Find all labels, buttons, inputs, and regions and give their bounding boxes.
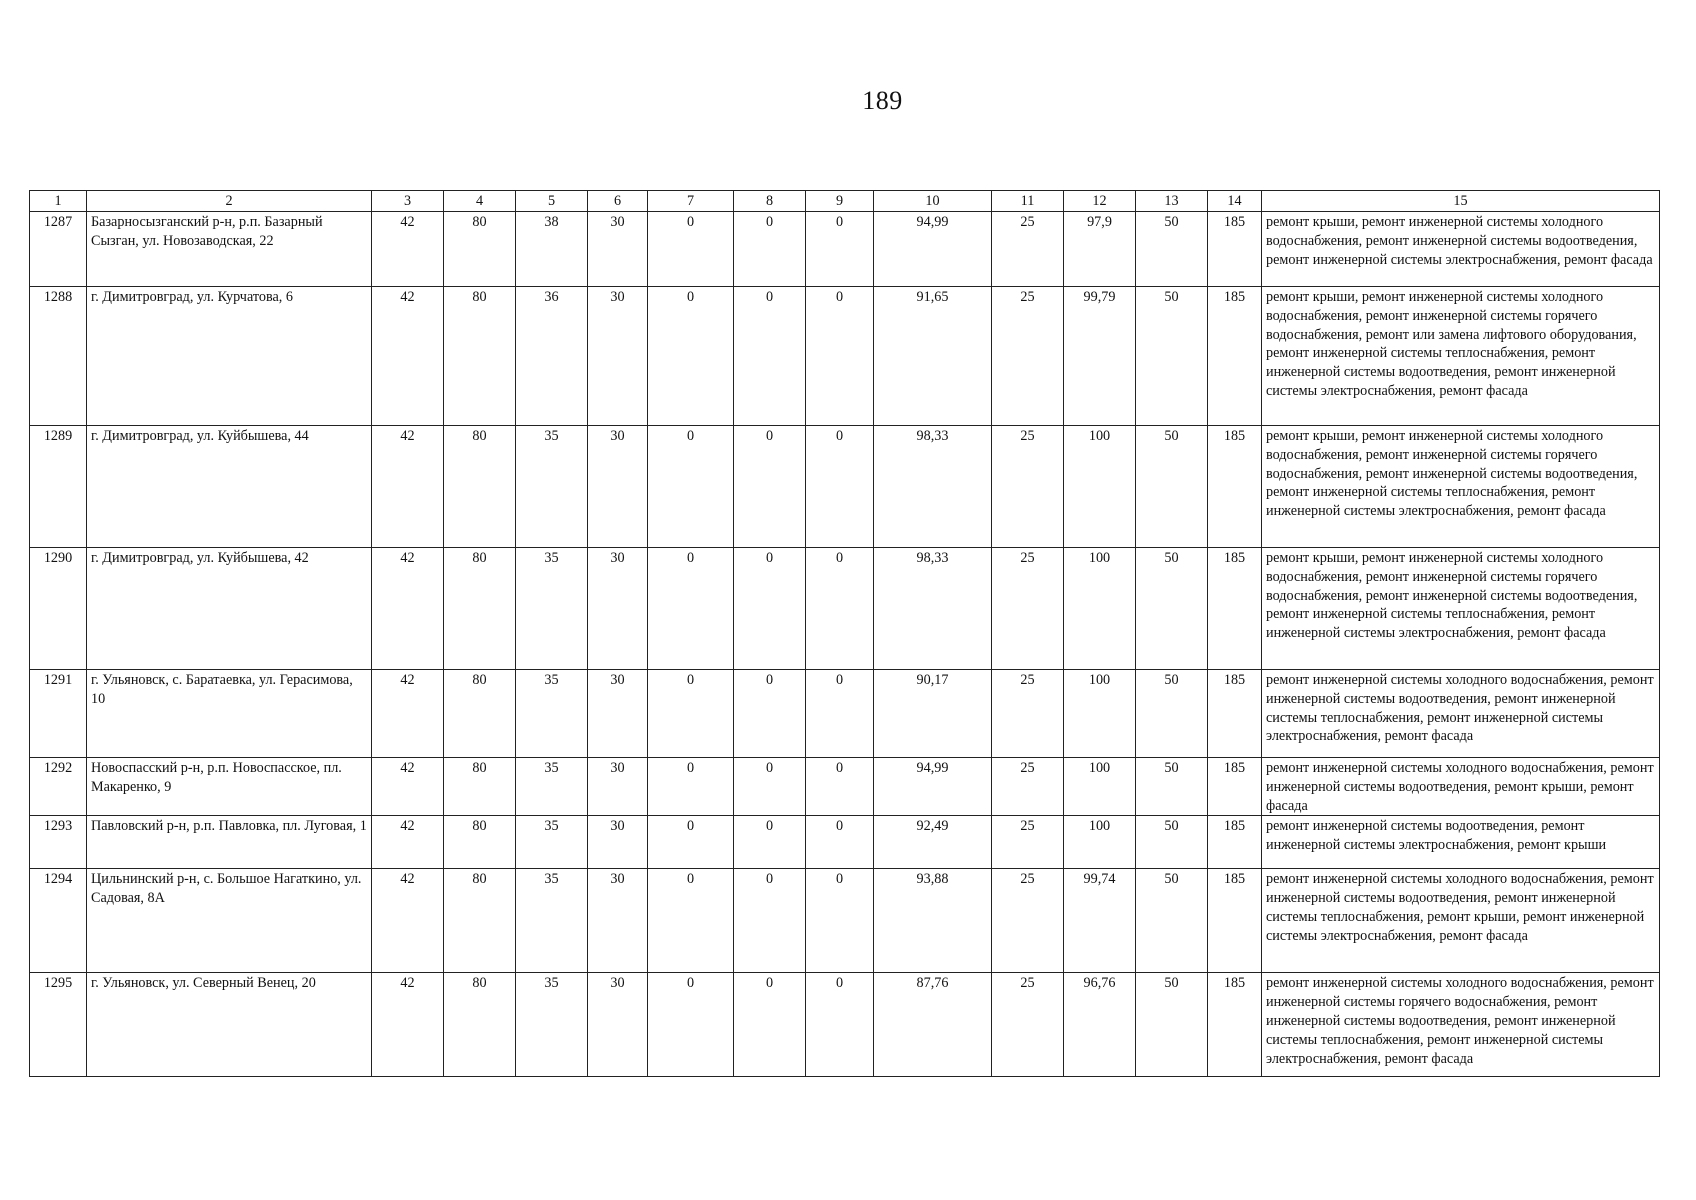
table-row: [30, 287, 1660, 426]
value-cell-c9: 0: [806, 973, 874, 1077]
value-cell-c6: 30: [588, 548, 648, 670]
value-cell-c4: 80: [444, 670, 516, 758]
value-cell-c10: 87,76: [874, 973, 992, 1077]
value-cell-c3: 42: [372, 973, 444, 1077]
value-cell-c13: 50: [1136, 670, 1208, 758]
value-cell-c6: 30: [588, 973, 648, 1077]
value-cell-c11: 25: [992, 212, 1064, 287]
column-header: 7: [648, 191, 734, 212]
value-cell-c7: 0: [648, 973, 734, 1077]
repair-works-cell: ремонт инженерной системы водоотведения, ремонт инженерной системы электроснабжения, ремонт крыши: [1262, 816, 1660, 869]
value-cell-c11: 25: [992, 758, 1064, 816]
value-cell-c9: 0: [806, 287, 874, 426]
value-cell-c3: 42: [372, 670, 444, 758]
address-cell: Базарносызганский р-н, р.п. Базарный Сызган, ул. Новозаводская, 22: [87, 212, 372, 287]
repair-works-cell: ремонт крыши, ремонт инженерной системы холодного водоснабжения, ремонт инженерной системы горячего водоснабжения, ремонт инженерной системы водоотведения, ремонт инженерной системы теплоснабжения, ремонт инженерной системы электроснабжения, ремонт фасада: [1262, 548, 1660, 670]
value-cell-c14: 185: [1208, 816, 1262, 869]
column-header: 4: [444, 191, 516, 212]
column-header: 13: [1136, 191, 1208, 212]
repair-works-cell: ремонт крыши, ремонт инженерной системы холодного водоснабжения, ремонт инженерной системы горячего водоснабжения, ремонт инженерной системы водоотведения, ремонт инженерной системы теплоснабжения, ремонт инженерной системы электроснабжения, ремонт фасада: [1262, 426, 1660, 548]
repair-works-cell: ремонт инженерной системы холодного водоснабжения, ремонт инженерной системы горячего водоснабжения, ремонт инженерной системы водоотведения, ремонт инженерной системы теплоснабжения, ремонт инженерной системы электроснабжения, ремонт фасада: [1262, 973, 1660, 1077]
value-cell-c9: 0: [806, 548, 874, 670]
value-cell-c8: 0: [734, 212, 806, 287]
repair-works-cell: ремонт крыши, ремонт инженерной системы холодного водоснабжения, ремонт инженерной системы водоотведения, ремонт инженерной системы электроснабжения, ремонт фасада: [1262, 212, 1660, 287]
column-header: 3: [372, 191, 444, 212]
repair-works-cell: ремонт инженерной системы холодного водоснабжения, ремонт инженерной системы водоотведения, ремонт инженерной системы теплоснабжения, ремонт крыши, ремонт инженерной системы электроснабжения, ремонт фасада: [1262, 869, 1660, 973]
value-cell-c7: 0: [648, 426, 734, 548]
value-cell-c10: 94,99: [874, 758, 992, 816]
value-cell-c7: 0: [648, 287, 734, 426]
value-cell-c13: 50: [1136, 869, 1208, 973]
value-cell-c12: 100: [1064, 548, 1136, 670]
value-cell-c13: 50: [1136, 758, 1208, 816]
value-cell-c9: 0: [806, 869, 874, 973]
repair-registry-table: [29, 190, 1660, 1077]
value-cell-c7: 0: [648, 548, 734, 670]
value-cell-c12: 96,76: [1064, 973, 1136, 1077]
value-cell-c9: 0: [806, 816, 874, 869]
value-cell-c12: 100: [1064, 670, 1136, 758]
value-cell-c14: 185: [1208, 670, 1262, 758]
table-row: [30, 670, 1660, 758]
value-cell-c10: 93,88: [874, 869, 992, 973]
value-cell-c10: 98,33: [874, 548, 992, 670]
value-cell-c3: 42: [372, 548, 444, 670]
value-cell-c3: 42: [372, 287, 444, 426]
value-cell-c4: 80: [444, 869, 516, 973]
table-row: [30, 973, 1660, 1077]
address-cell: г. Ульяновск, ул. Северный Венец, 20: [87, 973, 372, 1077]
value-cell-c13: 50: [1136, 548, 1208, 670]
column-header: 10: [874, 191, 992, 212]
repair-works-cell: ремонт инженерной системы холодного водоснабжения, ремонт инженерной системы водоотведения, ремонт крыши, ремонт фасада: [1262, 758, 1660, 816]
value-cell-c3: 42: [372, 869, 444, 973]
value-cell-c13: 50: [1136, 973, 1208, 1077]
column-header: 6: [588, 191, 648, 212]
value-cell-c12: 99,74: [1064, 869, 1136, 973]
value-cell-c6: 30: [588, 212, 648, 287]
repair-works-cell: ремонт крыши, ремонт инженерной системы холодного водоснабжения, ремонт инженерной системы горячего водоснабжения, ремонт или замена лифтового оборудования, ремонт инженерной системы теплоснабжения, ремонт инженерной системы водоотведения, ремонт инженерной системы электроснабжения, ремонт фасада: [1262, 287, 1660, 426]
value-cell-c4: 80: [444, 287, 516, 426]
row-number-cell: 1292: [30, 758, 87, 816]
value-cell-c11: 25: [992, 548, 1064, 670]
value-cell-c13: 50: [1136, 287, 1208, 426]
value-cell-c13: 50: [1136, 816, 1208, 869]
address-cell: г. Димитровград, ул. Куйбышева, 42: [87, 548, 372, 670]
address-cell: г. Димитровград, ул. Курчатова, 6: [87, 287, 372, 426]
value-cell-c5: 35: [516, 816, 588, 869]
header-row: [30, 191, 1660, 212]
value-cell-c11: 25: [992, 426, 1064, 548]
value-cell-c6: 30: [588, 426, 648, 548]
address-cell: г. Димитровград, ул. Куйбышева, 44: [87, 426, 372, 548]
value-cell-c14: 185: [1208, 426, 1262, 548]
repair-works-cell: ремонт инженерной системы холодного водоснабжения, ремонт инженерной системы водоотведения, ремонт инженерной системы теплоснабжения, ремонт инженерной системы электроснабжения, ремонт фасада: [1262, 670, 1660, 758]
column-header: 9: [806, 191, 874, 212]
value-cell-c14: 185: [1208, 973, 1262, 1077]
value-cell-c10: 92,49: [874, 816, 992, 869]
value-cell-c8: 0: [734, 816, 806, 869]
value-cell-c10: 98,33: [874, 426, 992, 548]
value-cell-c8: 0: [734, 758, 806, 816]
value-cell-c7: 0: [648, 212, 734, 287]
column-header: 11: [992, 191, 1064, 212]
table-row: [30, 758, 1660, 816]
row-number-cell: 1288: [30, 287, 87, 426]
value-cell-c4: 80: [444, 548, 516, 670]
value-cell-c7: 0: [648, 670, 734, 758]
value-cell-c5: 35: [516, 670, 588, 758]
value-cell-c4: 80: [444, 758, 516, 816]
value-cell-c6: 30: [588, 287, 648, 426]
value-cell-c6: 30: [588, 869, 648, 973]
value-cell-c14: 185: [1208, 869, 1262, 973]
value-cell-c8: 0: [734, 869, 806, 973]
value-cell-c4: 80: [444, 816, 516, 869]
value-cell-c7: 0: [648, 869, 734, 973]
value-cell-c14: 185: [1208, 758, 1262, 816]
value-cell-c3: 42: [372, 758, 444, 816]
table-header: [30, 191, 1660, 212]
row-number-cell: 1293: [30, 816, 87, 869]
row-number-cell: 1294: [30, 869, 87, 973]
value-cell-c5: 35: [516, 426, 588, 548]
value-cell-c3: 42: [372, 816, 444, 869]
value-cell-c4: 80: [444, 212, 516, 287]
value-cell-c5: 35: [516, 869, 588, 973]
value-cell-c7: 0: [648, 816, 734, 869]
row-number-cell: 1291: [30, 670, 87, 758]
value-cell-c5: 35: [516, 548, 588, 670]
column-header: 1: [30, 191, 87, 212]
value-cell-c3: 42: [372, 426, 444, 548]
column-header: 15: [1262, 191, 1660, 212]
page-number: 189: [862, 86, 903, 115]
value-cell-c11: 25: [992, 670, 1064, 758]
value-cell-c14: 185: [1208, 212, 1262, 287]
value-cell-c11: 25: [992, 816, 1064, 869]
column-header: 2: [87, 191, 372, 212]
value-cell-c10: 90,17: [874, 670, 992, 758]
value-cell-c8: 0: [734, 426, 806, 548]
value-cell-c11: 25: [992, 287, 1064, 426]
value-cell-c12: 100: [1064, 816, 1136, 869]
value-cell-c9: 0: [806, 212, 874, 287]
value-cell-c12: 99,79: [1064, 287, 1136, 426]
table-body: [30, 212, 1660, 1077]
value-cell-c8: 0: [734, 548, 806, 670]
table-row: [30, 426, 1660, 548]
value-cell-c13: 50: [1136, 426, 1208, 548]
value-cell-c10: 91,65: [874, 287, 992, 426]
value-cell-c6: 30: [588, 816, 648, 869]
address-cell: г. Ульяновск, с. Баратаевка, ул. Герасимова, 10: [87, 670, 372, 758]
value-cell-c5: 35: [516, 758, 588, 816]
value-cell-c6: 30: [588, 758, 648, 816]
value-cell-c8: 0: [734, 670, 806, 758]
value-cell-c9: 0: [806, 758, 874, 816]
value-cell-c4: 80: [444, 973, 516, 1077]
table-row: [30, 212, 1660, 287]
value-cell-c9: 0: [806, 426, 874, 548]
value-cell-c8: 0: [734, 287, 806, 426]
row-number-cell: 1295: [30, 973, 87, 1077]
value-cell-c10: 94,99: [874, 212, 992, 287]
value-cell-c11: 25: [992, 973, 1064, 1077]
row-number-cell: 1290: [30, 548, 87, 670]
address-cell: Павловский р-н, р.п. Павловка, пл. Луговая, 1: [87, 816, 372, 869]
column-header: 14: [1208, 191, 1262, 212]
value-cell-c14: 185: [1208, 287, 1262, 426]
value-cell-c5: 38: [516, 212, 588, 287]
column-header: 12: [1064, 191, 1136, 212]
address-cell: Новоспасский р-н, р.п. Новоспасское, пл. Макаренко, 9: [87, 758, 372, 816]
row-number-cell: 1289: [30, 426, 87, 548]
value-cell-c12: 100: [1064, 426, 1136, 548]
value-cell-c11: 25: [992, 869, 1064, 973]
value-cell-c12: 97,9: [1064, 212, 1136, 287]
value-cell-c6: 30: [588, 670, 648, 758]
value-cell-c4: 80: [444, 426, 516, 548]
value-cell-c9: 0: [806, 670, 874, 758]
value-cell-c8: 0: [734, 973, 806, 1077]
table-row: [30, 548, 1660, 670]
table-row: [30, 869, 1660, 973]
column-header: 5: [516, 191, 588, 212]
value-cell-c12: 100: [1064, 758, 1136, 816]
value-cell-c5: 36: [516, 287, 588, 426]
value-cell-c7: 0: [648, 758, 734, 816]
value-cell-c14: 185: [1208, 548, 1262, 670]
value-cell-c5: 35: [516, 973, 588, 1077]
column-header: 8: [734, 191, 806, 212]
table-row: [30, 816, 1660, 869]
row-number-cell: 1287: [30, 212, 87, 287]
address-cell: Цильнинский р-н, с. Большое Нагаткино, ул. Садовая, 8А: [87, 869, 372, 973]
value-cell-c3: 42: [372, 212, 444, 287]
value-cell-c13: 50: [1136, 212, 1208, 287]
